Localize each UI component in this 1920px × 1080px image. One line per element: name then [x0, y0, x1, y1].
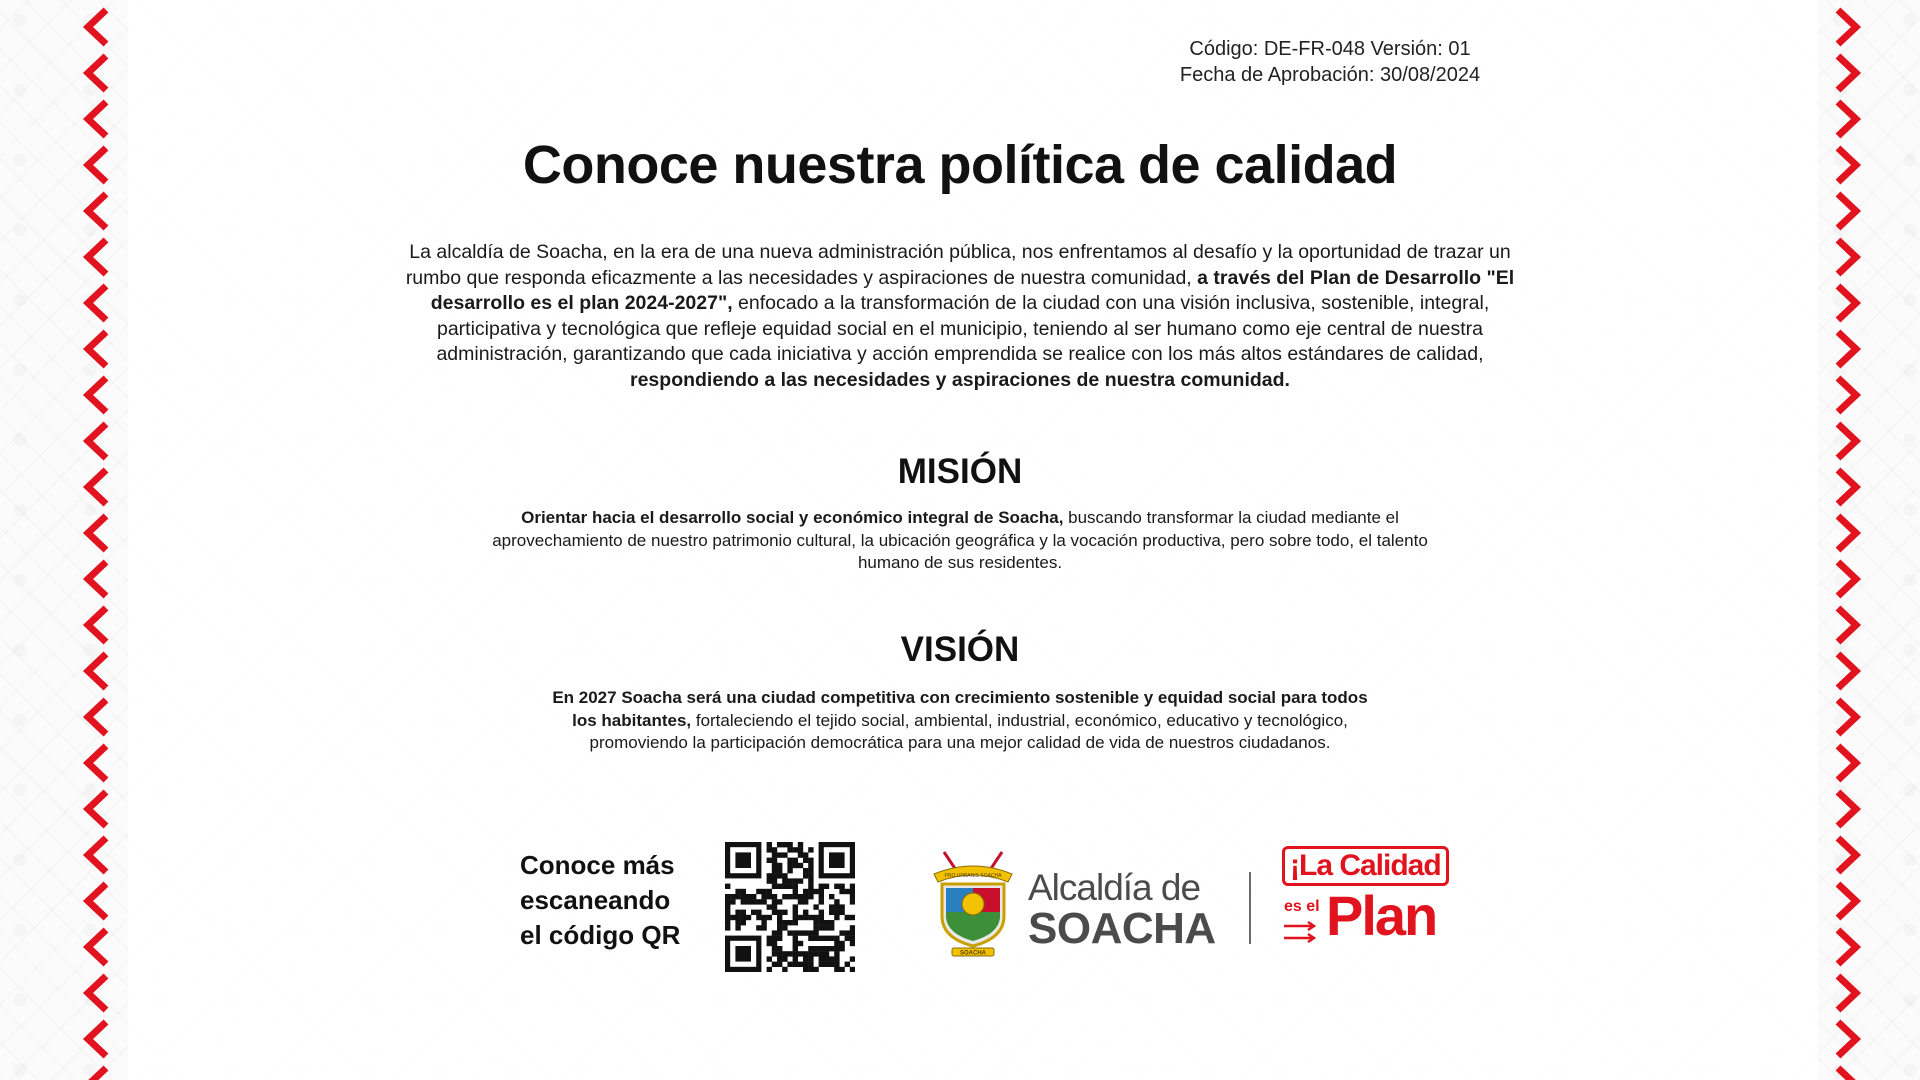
- chevron-mark: [88, 424, 106, 458]
- chevron-mark: [88, 562, 106, 596]
- intro-text-1: La alcaldía de Soacha, en la era de una nueva administración pública, nos enfrentamos al desafío y la oportunidad de trazar un rumbo que responda eficazmente a las necesidades y aspiraciones de nuestra comunidad,: [405, 241, 1511, 289]
- chevron-mark: [1838, 286, 1856, 320]
- intro-paragraph: [380, 240, 1540, 393]
- mission-body: buscando transformar la ciudad mediante el aprovechamiento de nuestro patrimonio cultural, la ubicación geográfica y la vocación productiva, pero sobre todo, el talento humano de sus residentes.: [492, 508, 1428, 572]
- chevron-mark: [88, 1022, 106, 1056]
- chevron-mark: [1838, 194, 1856, 228]
- calidad-logo-es-el: es el: [1284, 898, 1320, 915]
- chevron-mark: [88, 654, 106, 688]
- alcaldia-soacha-logo: [1028, 867, 1228, 953]
- chevron-mark: [1838, 10, 1856, 44]
- chevron-mark: [1838, 608, 1856, 642]
- alcaldia-logo-line-2: SOACHA: [1028, 904, 1216, 953]
- chevron-mark: [88, 700, 106, 734]
- chevron-pattern-left: [74, 0, 126, 1080]
- chevron-mark: [88, 10, 106, 44]
- intro-bold-1: a través del Plan de Desarrollo "El desarrollo es el plan 2024-2027",: [430, 266, 1515, 314]
- chevron-mark: [1838, 884, 1856, 918]
- soacha-crest-logo: [930, 850, 1016, 958]
- chevron-mark: [1838, 56, 1856, 90]
- qr-caption: [520, 848, 710, 953]
- qr-caption-line-2: escaneando: [520, 885, 671, 915]
- chevron-mark: [1838, 378, 1856, 412]
- chevron-mark: [1838, 1068, 1856, 1080]
- chevron-mark: [1838, 700, 1856, 734]
- chevron-mark: [88, 516, 106, 550]
- chevron-mark: [88, 102, 106, 136]
- chevron-mark: [1838, 102, 1856, 136]
- chevron-mark: [1838, 332, 1856, 366]
- chevron-mark: [1838, 746, 1856, 780]
- chevron-mark: [88, 746, 106, 780]
- chevron-mark: [1838, 838, 1856, 872]
- mission-bold: Orientar hacia el desarrollo social y económico integral de Soacha,: [521, 508, 1064, 527]
- chevron-mark: [88, 838, 106, 872]
- qr-caption-line-1: Conoce más: [520, 850, 675, 880]
- calidad-logo-line-1: ¡La Calidad: [1282, 846, 1449, 886]
- chevron-pattern-right: [1818, 0, 1870, 1080]
- crest-label-text: SOACHA: [959, 950, 987, 957]
- chevron-mark: [88, 194, 106, 228]
- chevron-mark: [88, 56, 106, 90]
- chevron-mark: [1838, 470, 1856, 504]
- left-decorative-border: [74, 0, 126, 1080]
- chevron-mark: [1838, 1022, 1856, 1056]
- crest-banner-text: PRO URBANIS SOACHA: [944, 873, 1002, 879]
- document-code: Código: DE-FR-048 Versión: 01: [1189, 38, 1471, 60]
- chevron-mark: [88, 884, 106, 918]
- qr-code[interactable]: [725, 842, 855, 972]
- vision-heading: VISIÓN: [900, 630, 1020, 669]
- alcaldia-logo-line-1: Alcaldía de: [1028, 867, 1201, 908]
- chevron-mark: [1838, 930, 1856, 964]
- chevron-mark: [1838, 240, 1856, 274]
- chevron-mark: [1838, 516, 1856, 550]
- chevron-mark: [88, 378, 106, 412]
- chevron-mark: [88, 148, 106, 182]
- chevron-mark: [88, 930, 106, 964]
- vision-bold: En 2027 Soacha será una ciudad competitiva con crecimiento sostenible y equidad social para todos los habitantes,: [552, 688, 1368, 730]
- chevron-mark: [1838, 424, 1856, 458]
- chevron-mark: [88, 976, 106, 1010]
- calidad-logo-plan: Plan: [1326, 884, 1437, 947]
- right-decorative-border: [1818, 0, 1870, 1080]
- document-metadata: [1130, 36, 1530, 88]
- chevron-mark: [1838, 792, 1856, 826]
- chevron-mark: [88, 240, 106, 274]
- chevron-mark: [88, 470, 106, 504]
- chevron-mark: [1838, 562, 1856, 596]
- mission-text: [490, 507, 1430, 575]
- chevron-mark: [1838, 654, 1856, 688]
- chevron-mark: [1838, 976, 1856, 1010]
- intro-text-2: enfocado a la transformación de la ciudad con una visión inclusiva, sostenible, integral, participativa y tecnológica que refleje equidad social en el municipio, teniendo al ser humano como eje central de nuestra administración, garantizando que cada iniciativa y acción emprendida se realice con los más altos estándares de calidad,: [436, 292, 1490, 365]
- vision-text: [540, 687, 1380, 755]
- qr-caption-line-3: el código QR: [520, 920, 681, 950]
- page-title: Conoce nuestra política de calidad: [522, 135, 1398, 195]
- logo-divider: [1249, 872, 1251, 944]
- chevron-mark: [88, 286, 106, 320]
- chevron-mark: [88, 1068, 106, 1080]
- la-calidad-es-el-plan-logo: [1282, 846, 1468, 950]
- vision-body: fortaleciendo el tejido social, ambiental, industrial, económico, educativo y tecnológico, promoviendo la participación democrática para una mejor calidad de vida de nuestros ciudadanos.: [589, 710, 1348, 752]
- intro-bold-2: respondiendo a las necesidades y aspiraciones de nuestra comunidad.: [630, 368, 1290, 391]
- chevron-mark: [88, 792, 106, 826]
- approval-date: Fecha de Aprobación: 30/08/2024: [1179, 64, 1481, 86]
- chevron-mark: [88, 332, 106, 366]
- chevron-mark: [1838, 148, 1856, 182]
- chevron-mark: [88, 608, 106, 642]
- arrows-icon: [1284, 920, 1324, 944]
- mission-heading: MISIÓN: [897, 452, 1023, 491]
